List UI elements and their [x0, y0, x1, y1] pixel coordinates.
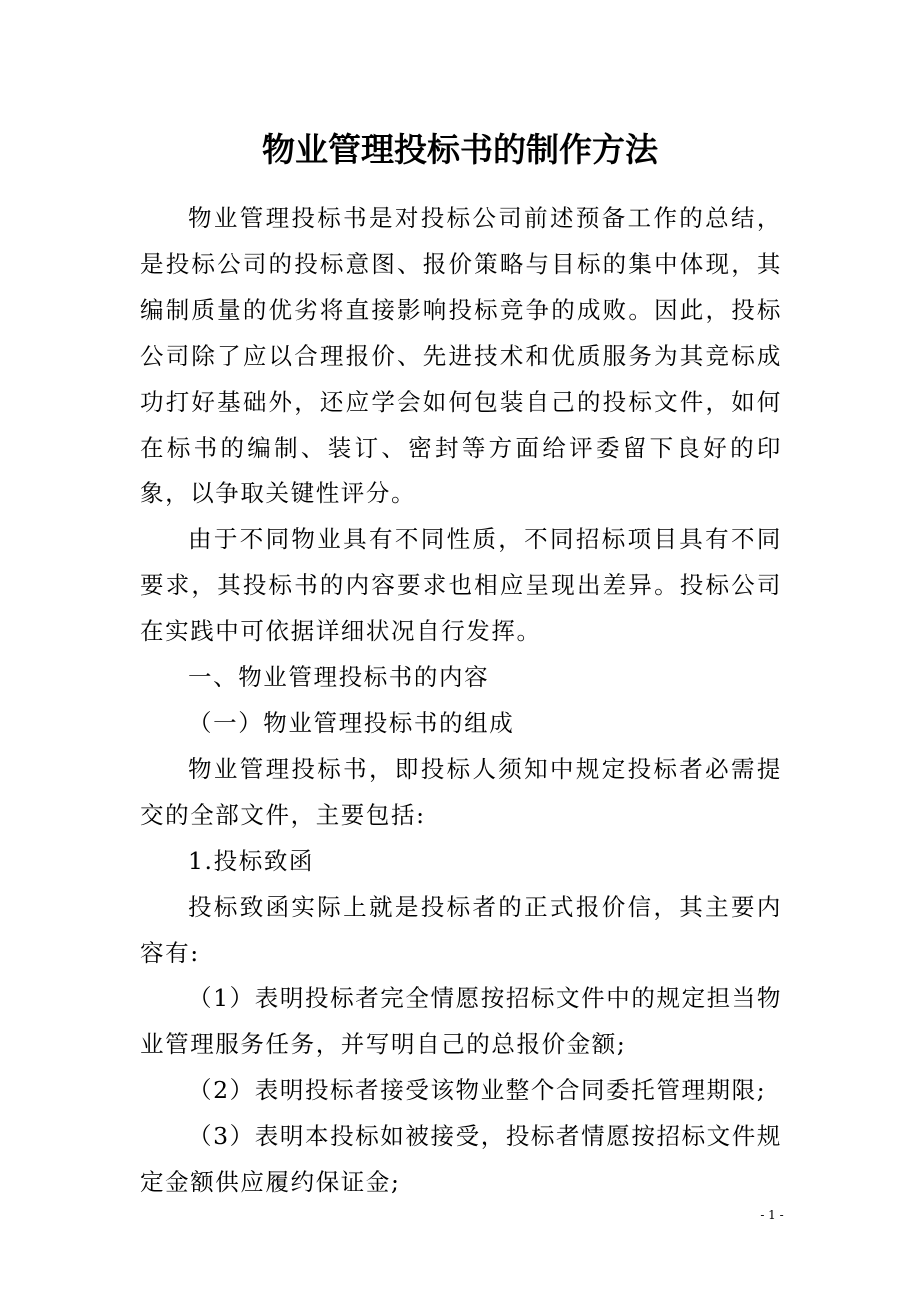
- page-number: - 1 -: [760, 1208, 784, 1222]
- list-item: （1）表明投标者完全情愿按招标文件中的规定担当物业管理服务任务，并写明自己的总报价金额;: [140, 984, 782, 1059]
- list-item: （3）表明本投标如被接受，投标者情愿按招标文件规定金额供应履约保证金;: [140, 1122, 782, 1197]
- list-heading: 1.投标致函: [188, 846, 315, 875]
- paragraph: 物业管理投标书，即投标人须知中规定投标者必需提交的全部文件，主要包括:: [140, 754, 782, 829]
- list-item: （2）表明投标者接受该物业整个合同委托管理期限;: [188, 1076, 767, 1105]
- subsection-heading: （一）物业管理投标书的组成: [188, 708, 515, 737]
- paragraph: 由于不同物业具有不同性质，不同招标项目具有不同要求，其投标书的内容要求也相应呈现出差异。投标公司在实践中可依据详细状况自行发挥。: [140, 525, 782, 646]
- document-body: [140, 196, 782, 1206]
- section-heading: 一、物业管理投标书的内容: [188, 663, 490, 692]
- paragraph: 投标致函实际上就是投标者的正式报价信，其主要内容有:: [140, 892, 782, 967]
- paragraph: 物业管理投标书是对投标公司前述预备工作的总结，是投标公司的投标意图、报价策略与目标的集中体现，其编制质量的优劣将直接影响投标竞争的成败。因此，投标公司除了应以合理报价、先进技术和优质服务为其竞标成功打好基础外，还应学会如何包装自己的投标文件，如何在标书的编制、装订、密封等方面给评委留下良好的印象，以争取关键性评分。: [140, 204, 782, 508]
- document-title: 物业管理投标书的制作方法: [262, 130, 658, 169]
